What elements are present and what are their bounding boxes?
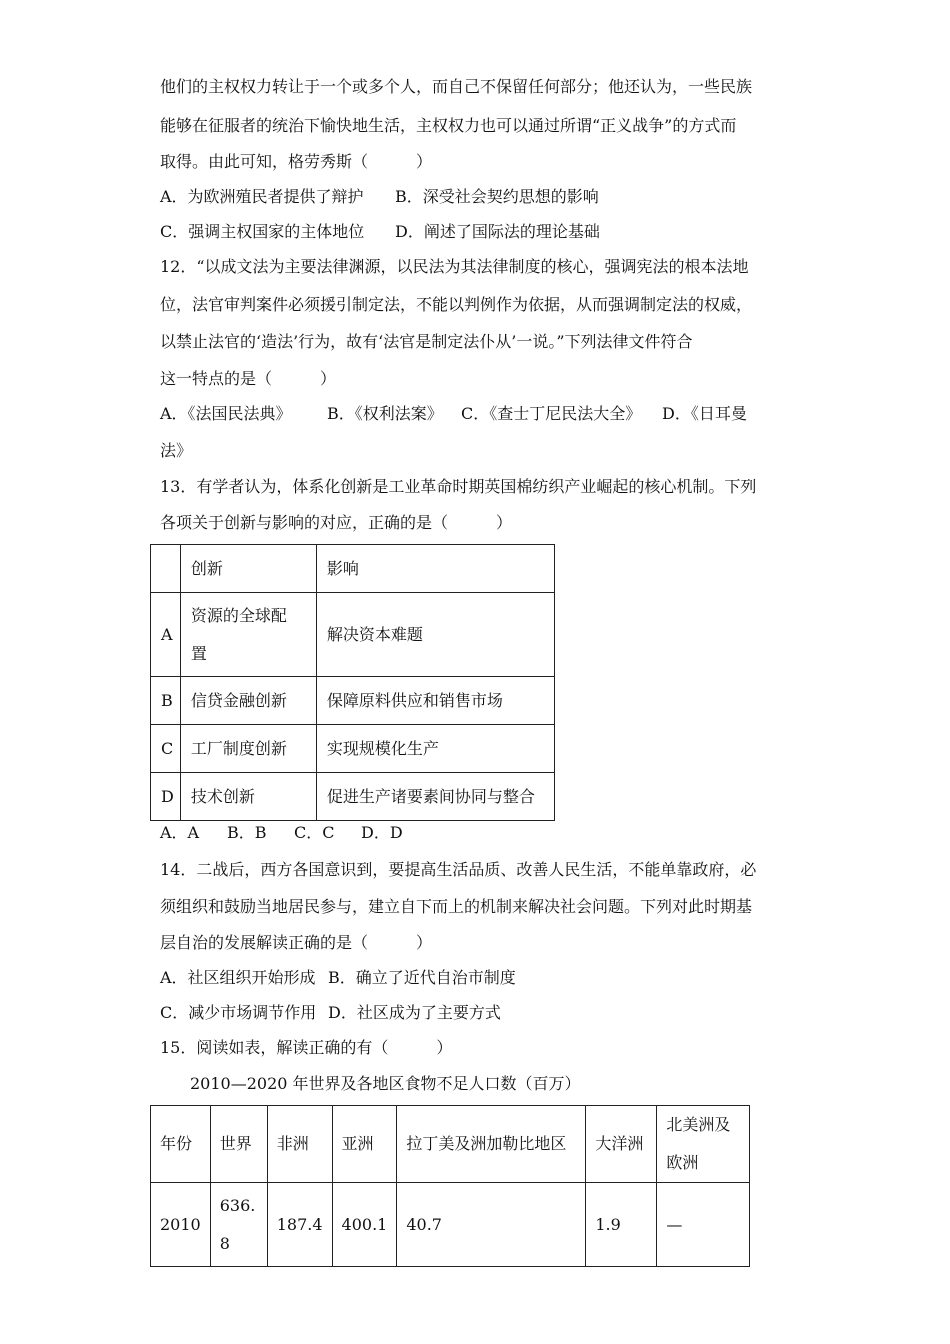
q13-line-2: 各项关于创新与影响的对应，正确的是（ ） [160,513,513,532]
q15-cell-latam: 40.7 [397,1183,586,1267]
q13-header-blank [151,545,181,593]
q13-row-innovation: 工厂制度创新 [180,725,316,773]
q12-line-3: 以禁止法官的‘造法’行为，故有‘法官是制定法仆从’一说。”下列法律文件符合 [160,332,693,351]
q13-answer-d[interactable]: D．D [361,823,403,842]
q11-option-d[interactable]: D．阐述了国际法的理论基础 [395,222,600,241]
q13-row-impact: 解决资本难题 [316,593,554,677]
q15-cell-africa: 187.4 [267,1183,332,1267]
q13-row-impact: 保障原料供应和销售市场 [316,677,554,725]
q11-options-row-1 [160,187,599,207]
q15-header-year: 年份 [151,1106,211,1183]
q12-options-row [160,404,747,424]
q14-option-d[interactable]: D．社区成为了主要方式 [328,1003,501,1022]
q12-option-c[interactable]: C．《查士丁尼民法大全》 [461,404,642,423]
q15-header-na-eu: 北美洲及欧洲 [657,1106,750,1183]
q14-option-a[interactable]: A．社区组织开始形成 [160,968,316,987]
q14-line-3: 层自治的发展解读正确的是（ ） [160,933,433,952]
q14-option-b[interactable]: B．确立了近代自治市制度 [328,968,516,987]
q13-answer-b[interactable]: B．B [227,823,267,842]
q13-row-key: D [151,773,181,821]
q13-row-innovation: 技术创新 [180,773,316,821]
q15-table [150,1105,750,1267]
q14-line-1: 14．二战后，西方各国意识到，要提高生活品质、改善人民生活，不能单靠政府，必 [160,860,757,879]
q15-cell-asia: 400.1 [332,1183,397,1267]
q13-row-key: C [151,725,181,773]
q15-header-world: 世界 [210,1106,267,1183]
q13-row-impact: 实现规模化生产 [316,725,554,773]
q11-line-3: 取得。由此可知，格劳秀斯（ ） [160,152,433,171]
q12-line-2: 位，法官审判案件必须援引制定法，不能以判例作为依据，从而强调制定法的权威， [160,295,753,314]
q13-row-key: B [151,677,181,725]
q15-header-asia: 亚洲 [332,1106,397,1183]
q11-line-1: 他们的主权权力转让于一个或多个人，而自己不保留任何部分；他还认为，一些民族 [160,77,753,96]
q15-cell-oceania: 1.9 [586,1183,657,1267]
q13-row-innovation: 资源的全球配 置 [180,593,316,677]
q13-row-innovation: 信贷金融创新 [180,677,316,725]
q15-header-oceania: 大洋洲 [586,1106,657,1183]
q13-header-innovation: 创新 [180,545,316,593]
q13-row-impact: 促进生产诸要素间协同与整合 [316,773,554,821]
q13-header-impact: 影响 [316,545,554,593]
q13-table [150,544,555,821]
q13-line-1: 13．有学者认为，体系化创新是工业革命时期英国棉纺织产业崛起的核心机制。下列 [160,477,757,496]
q15-cell-na-eu: — [657,1183,750,1267]
q12-option-d[interactable]: D．《日耳曼 [662,404,747,423]
q13-answer-c[interactable]: C．C [294,823,335,842]
q12-option-b[interactable]: B．《权利法案》 [327,404,443,423]
q15-table-caption: 2010—2020 年世界及各地区食物不足人口数（百万） [190,1074,581,1093]
q12-option-d-cont: 法》 [160,441,193,460]
q11-option-a[interactable]: A．为欧洲殖民者提供了辩护 [160,187,364,206]
q13-answer-a[interactable]: A．A [160,823,200,842]
q13-answers-row [160,823,403,843]
q15-line: 15．阅读如表，解读正确的有（ ） [160,1038,453,1057]
q15-cell-year: 2010 [151,1183,211,1267]
q14-line-2: 须组织和鼓励当地居民参与，建立自下而上的机制来解决社会问题。下列对此时期基 [160,897,753,916]
q14-option-c[interactable]: C．减少市场调节作用 [160,1003,317,1022]
q14-options-row-2 [160,1003,501,1023]
q15-header-latam: 拉丁美及洲加勒比地区 [397,1106,586,1183]
q12-line-4: 这一特点的是（ ） [160,369,337,388]
q13-row-key: A [151,593,181,677]
q11-options-row-2 [160,222,600,242]
q12-line-1: 12．“以成文法为主要法律渊源，以民法为其法律制度的核心，强调宪法的根本法地 [160,257,749,276]
q12-option-a[interactable]: A．《法国民法典》 [160,404,292,423]
q11-option-c[interactable]: C．强调主权国家的主体地位 [160,222,365,241]
q11-option-b[interactable]: B．深受社会契约思想的影响 [395,187,599,206]
q15-header-africa: 非洲 [267,1106,332,1183]
q15-cell-world: 636. 8 [210,1183,267,1267]
q11-line-2: 能够在征服者的统治下愉快地生活，主权权力也可以通过所谓“正义战争”的方式而 [160,116,737,135]
q14-options-row-1 [160,968,516,988]
